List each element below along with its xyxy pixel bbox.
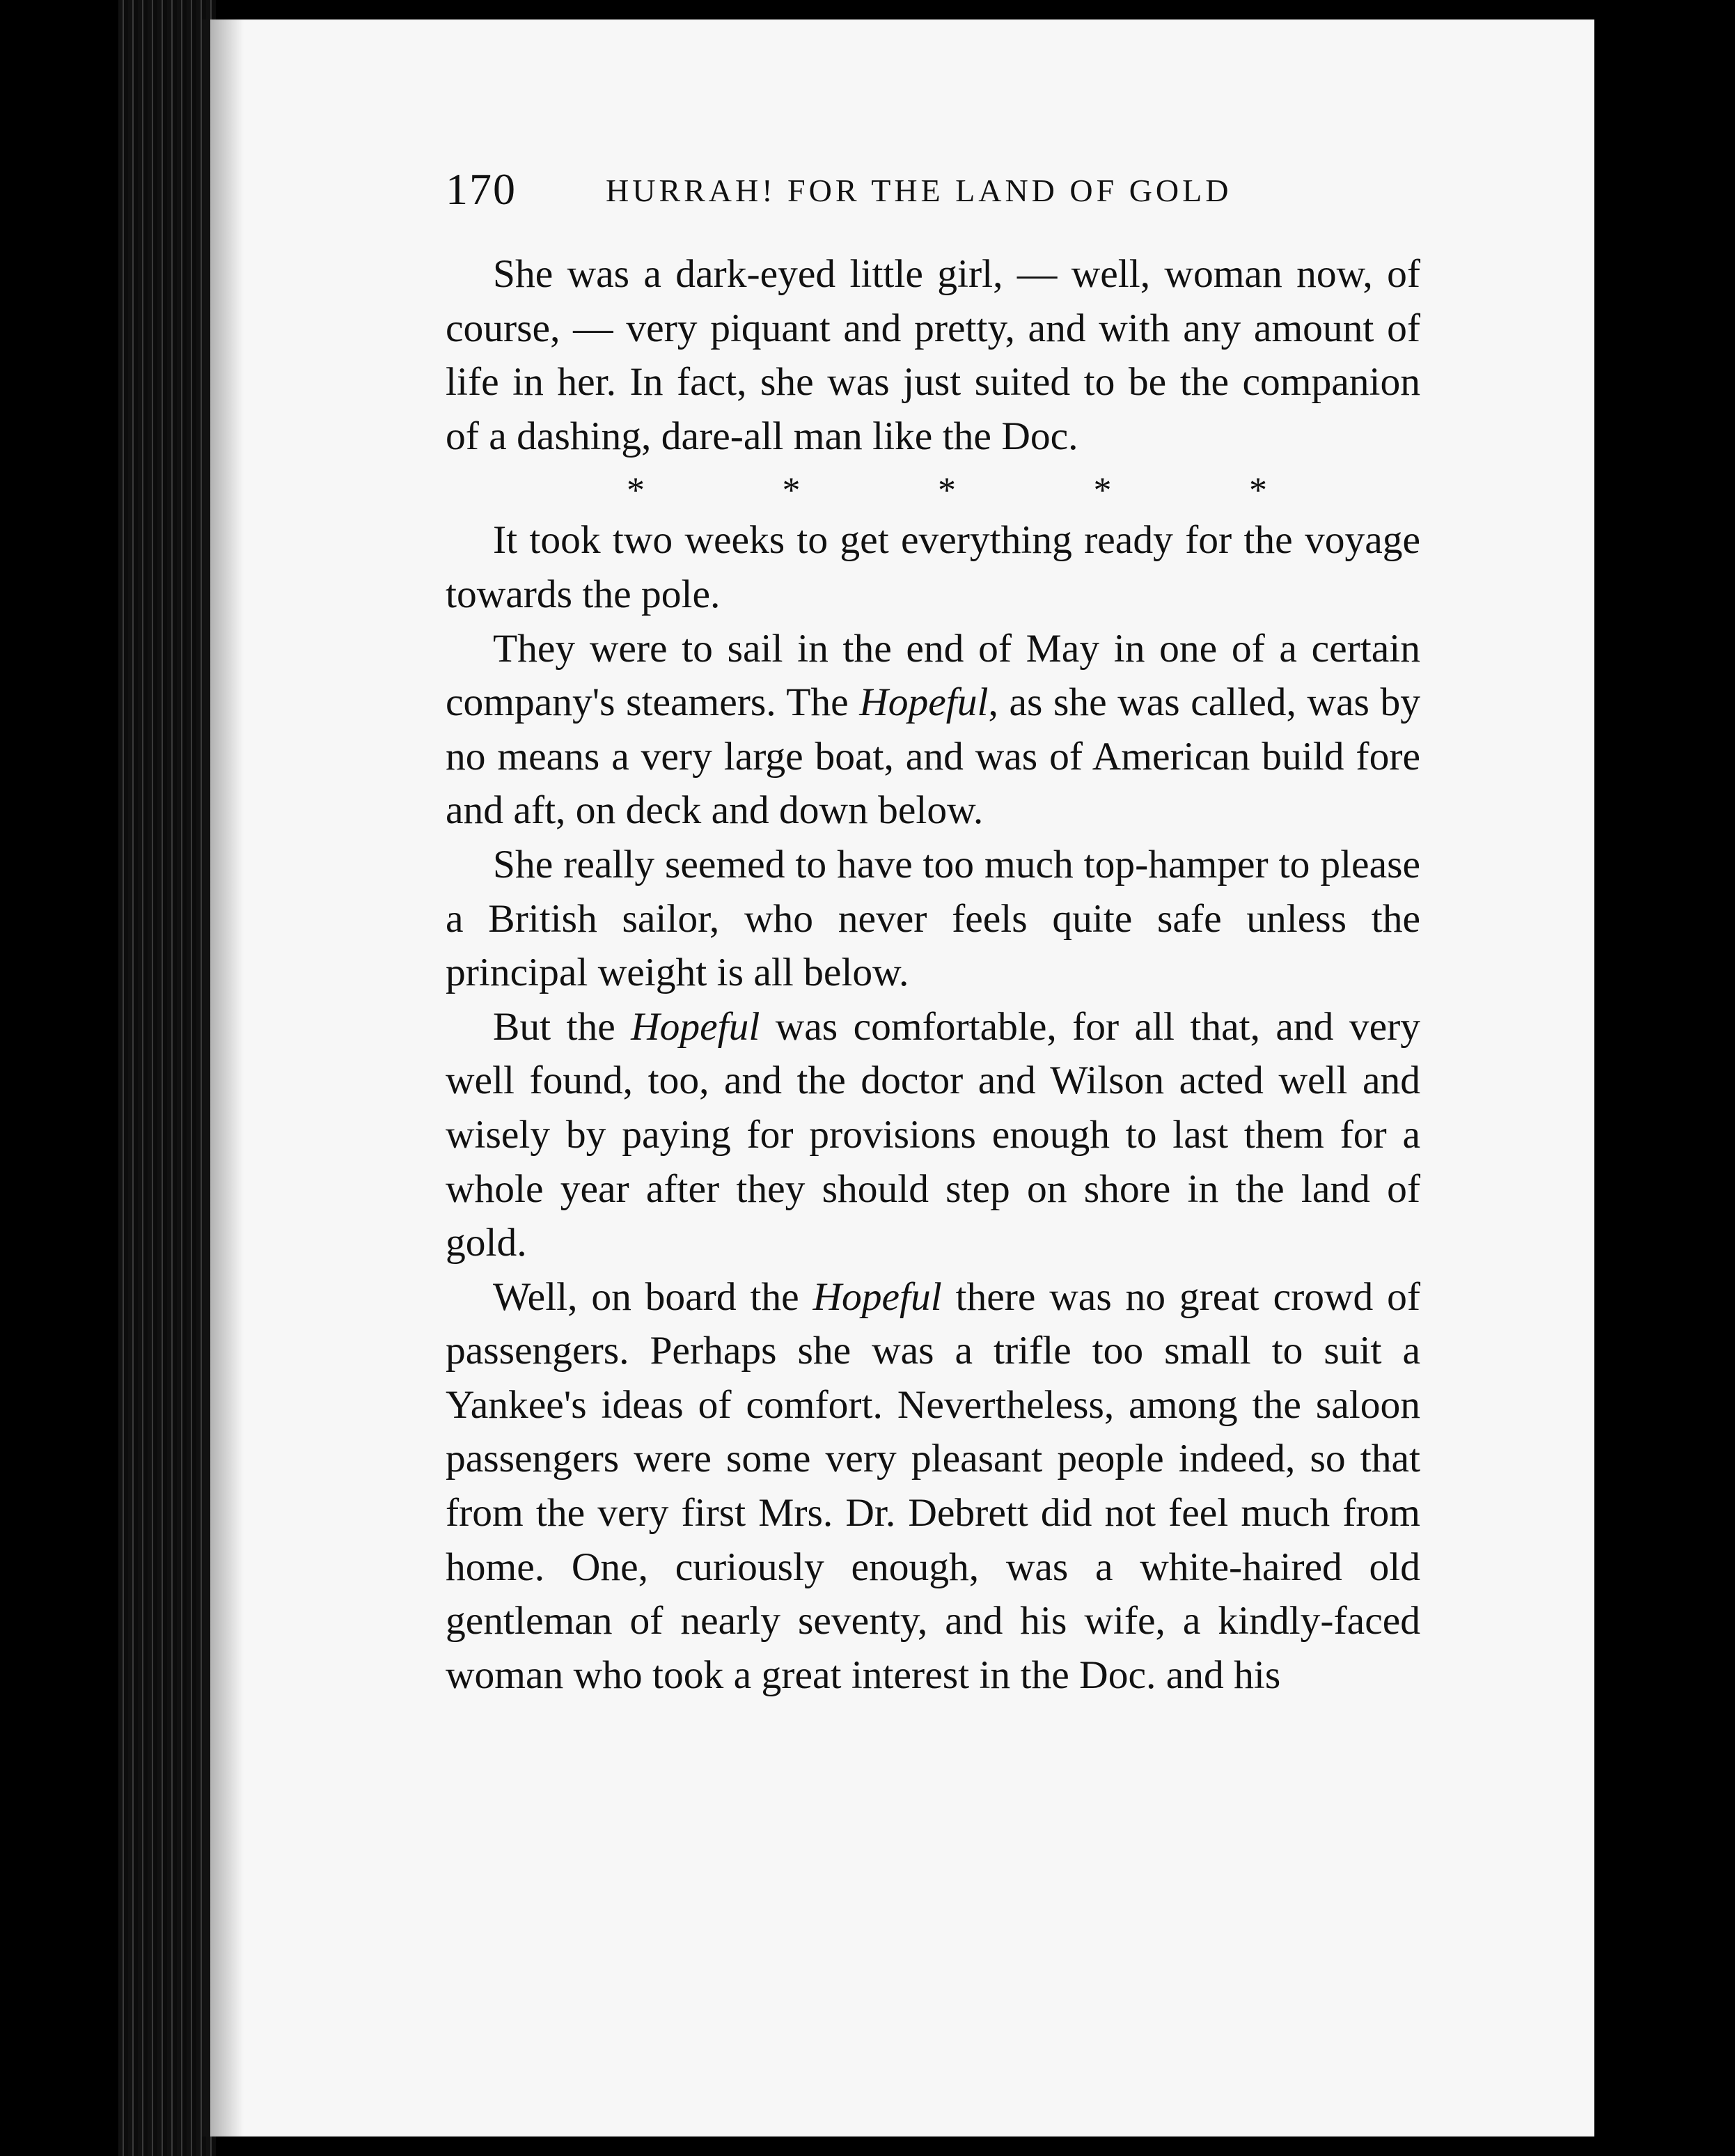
paragraph: Well, on board the Hopeful there was no great crowd of passengers. Perhaps she was a trifle too small to suit a Yankee's ideas of comfort. Nevertheless, among the saloon passengers were some very pleasant people indeed, so that from the very first Mrs. Dr. Debrett did not feel much from home. One, curiously enough, was a white-haired old gentleman of nearly seventy, and his wife, a kindly-faced woman who took a great interest in the Doc. and his bbox=[446, 1274, 1420, 1697]
book-page-edges bbox=[118, 0, 216, 2156]
paragraph: She was a dark-eyed little girl, — well, woman now, of course, — very piquant and pretty, and with any amount of life in her. In fact, she was just suited to be the companion of a dashing, dare-all man like the Doc. bbox=[446, 252, 1420, 458]
page-number: 170 bbox=[446, 164, 517, 214]
section-break-star: * bbox=[938, 471, 956, 511]
ship-name: Hopeful bbox=[812, 1274, 942, 1319]
section-break bbox=[627, 463, 1267, 513]
paragraph: They were to sail in the end of May in one of a certain company's steamers. The Hopeful, as she was called, was by no means a very large boat, and was of American build fore and aft, on deck and down below. bbox=[446, 626, 1420, 833]
ship-name: Hopeful bbox=[631, 1004, 760, 1049]
right-margin-edge bbox=[1594, 0, 1622, 2156]
ship-name: Hopeful bbox=[859, 680, 989, 725]
paragraph: It took two weeks to get everything ready for the voyage towards the pole. bbox=[446, 518, 1420, 616]
section-break-star: * bbox=[1093, 471, 1112, 511]
running-head: HURRAH! FOR THE LAND OF GOLD bbox=[606, 173, 1232, 208]
section-break-star: * bbox=[627, 471, 645, 511]
paragraph: She really seemed to have too much top-hamper to please a British sailor, who never feels quite safe unless the principal weight is all below. bbox=[446, 842, 1420, 995]
page-header bbox=[446, 164, 1434, 219]
body-text bbox=[446, 247, 1420, 1702]
section-break-star: * bbox=[782, 471, 801, 511]
paragraph: But the Hopeful was comfortable, for all that, and very well found, too, and the doctor and Wilson acted well and wisely by paying for provisions enough to last them for a whole year after they should step on shore in the land of gold. bbox=[446, 1004, 1420, 1265]
section-break-star: * bbox=[1249, 471, 1267, 511]
